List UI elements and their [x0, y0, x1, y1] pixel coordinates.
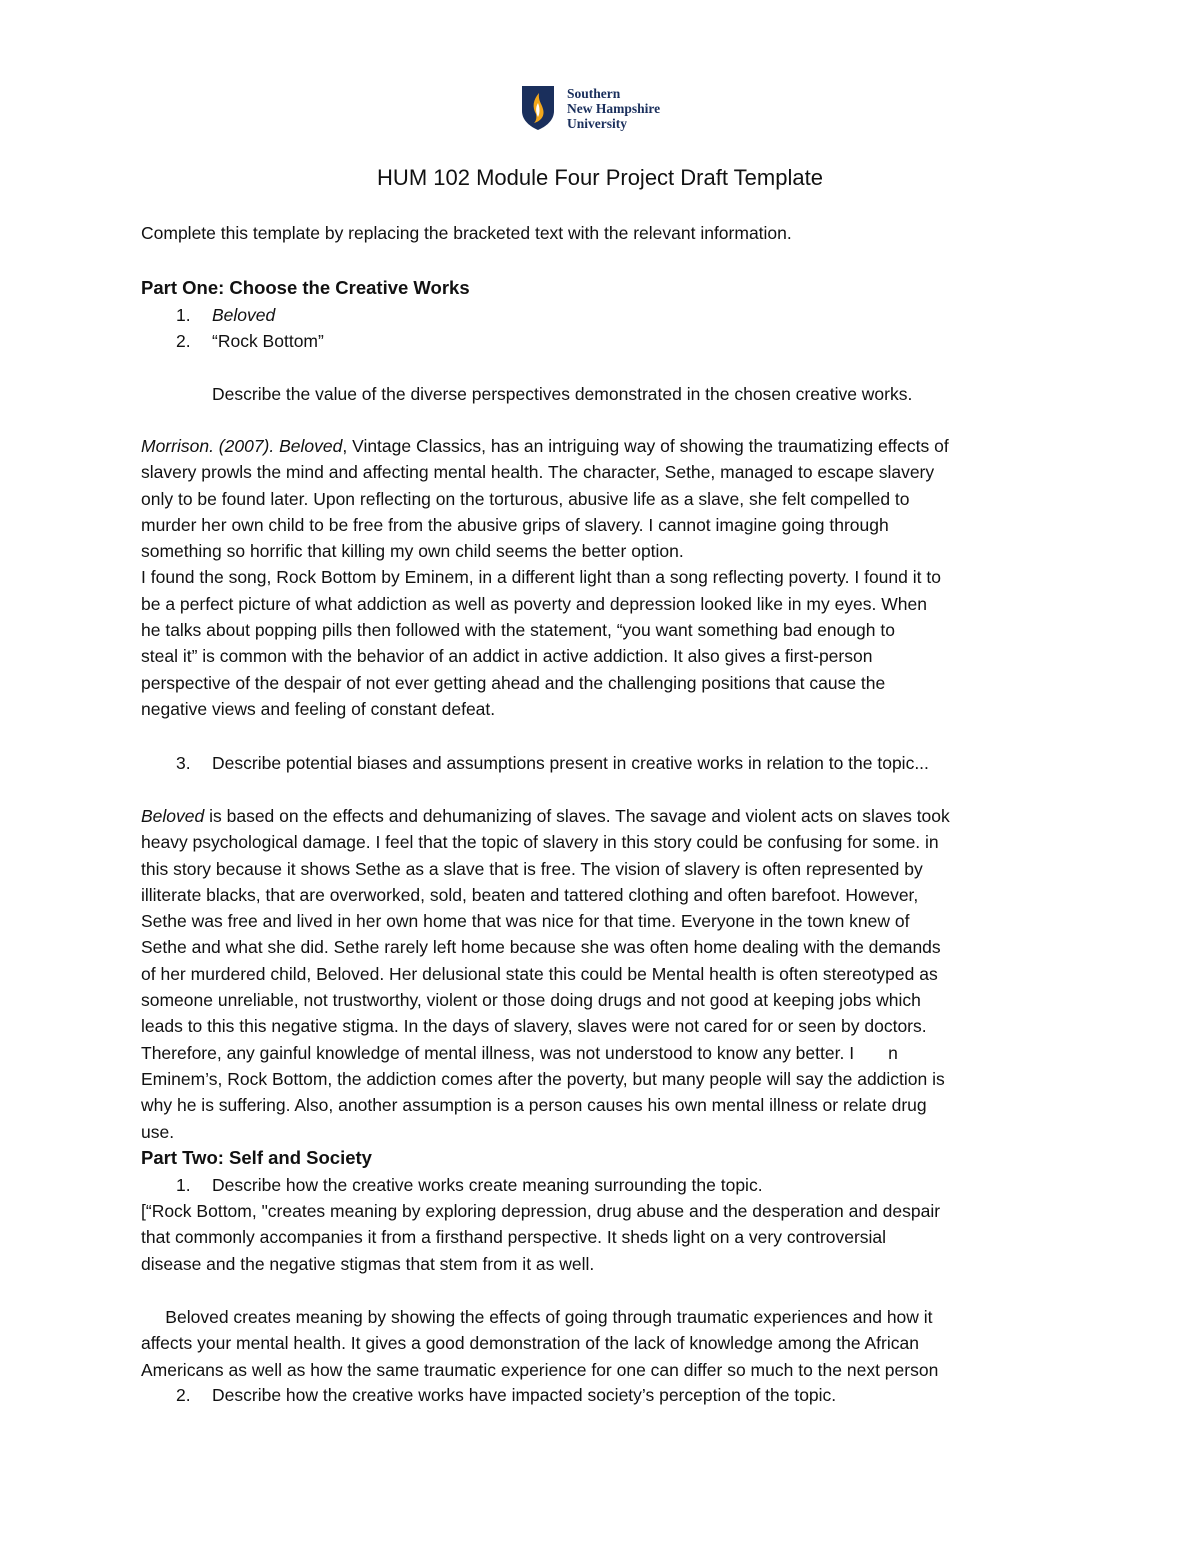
prompt-bias: Describe potential biases and assumptions present in creative works in relation to the topic...	[212, 753, 929, 773]
paragraph-line	[141, 803, 950, 829]
paragraph-line: steal it” is common with the behavior of an addict in active addiction. It also gives a first-person	[141, 646, 873, 667]
prompt-value: Describe the value of the diverse perspectives demonstrated in the chosen creative works.	[212, 384, 913, 404]
work-title: Beloved	[212, 305, 276, 325]
document-title: HUM 102 Module Four Project Draft Template	[377, 165, 823, 190]
paragraph-line: be a perfect picture of what addiction as well as poverty and depression looked like in my eyes. When	[141, 593, 927, 614]
paragraph-line: affects your mental health. It gives a good demonstration of the lack of knowledge among the African	[141, 1333, 919, 1354]
work-number: 2.	[176, 331, 191, 351]
question-meaning: Describe how the creative works create meaning surrounding the topic.	[212, 1175, 763, 1195]
paragraph-line: Eminem’s, Rock Bottom, the addiction comes after the poverty, but many people will say the addiction is	[141, 1068, 945, 1089]
beloved-paragraph	[141, 1304, 938, 1383]
paragraph-line: heavy psychological damage. I feel that the topic of slavery in this story could be confusing for some. in	[141, 832, 939, 853]
paragraph-line: I found the song, Rock Bottom by Eminem, in a different light than a song reflecting poverty. I found it to	[141, 567, 941, 588]
paragraph-line: leads to this this negative stigma. In the days of slavery, slaves were not cared for or seen by doctors.	[141, 1016, 927, 1037]
line-text: , Vintage Classics, has an intriguing way of showing the traumatizing effects of	[342, 436, 949, 456]
paragraph-line: slavery prowls the mind and affecting mental health. The character, Sethe, managed to escape slavery	[141, 462, 935, 483]
paragraph-line: Americans as well as how the same traumatic experience for one can differ so much to the next person	[141, 1359, 939, 1380]
work-item-rock-bottom: “Rock Bottom”	[212, 331, 324, 351]
line-text: is based on the effects and dehumanizing of slaves. The savage and violent acts on slaves took	[204, 806, 950, 826]
paragraph-line: negative views and feeling of constant defeat.	[141, 698, 496, 719]
paragraph-line: that commonly accompanies it from a firsthand perspective. It sheds light on a very controversial	[141, 1227, 887, 1248]
paragraph-line: why he is suffering. Also, another assumption is a person causes his own mental illness or relate drug	[141, 1095, 927, 1116]
question-number: 1.	[176, 1175, 191, 1195]
paragraph-line: perspective of the despair of not ever getting ahead and the challenging positions that cause the	[141, 672, 886, 693]
bias-paragraph	[141, 803, 950, 1145]
university-logo	[521, 84, 660, 132]
logo-line-3: University	[567, 115, 627, 131]
logo-line-2: New Hampshire	[567, 100, 661, 116]
logo-wordmark	[567, 86, 660, 131]
paragraph-line: Therefore, any gainful knowledge of mental illness, was not understood to know any better. I n	[141, 1042, 898, 1063]
paragraph-line: something so horrific that killing my own child seems the better option.	[141, 541, 684, 562]
part-one-heading: Part One: Choose the Creative Works	[141, 277, 470, 298]
paragraph-line: of her murdered child, Beloved. Her delusional state this could be Mental health is often stereotyped as	[141, 963, 938, 984]
value-paragraph	[141, 433, 949, 722]
intro-text: Complete this template by replacing the bracketed text with the relevant information.	[141, 223, 792, 243]
book-title: Beloved	[141, 806, 205, 826]
paragraph-line	[141, 433, 949, 459]
part-two-heading: Part Two: Self and Society	[141, 1147, 372, 1168]
work-item-beloved	[212, 302, 275, 328]
work-number: 1.	[176, 305, 191, 325]
paragraph-line: Beloved creates meaning by showing the effects of going through traumatic experiences and how it	[141, 1307, 933, 1327]
question-impact: Describe how the creative works have impacted society’s perception of the topic.	[212, 1385, 837, 1405]
question-number: 2.	[176, 1385, 191, 1405]
paragraph-line: murder her own child to be free from the abusive grips of slavery. I cannot imagine going through	[141, 514, 889, 535]
rock-bottom-paragraph	[141, 1198, 940, 1277]
paragraph-line: Sethe and what she did. Sethe rarely left home because she was often home dealing with the demands	[141, 937, 941, 958]
paragraph-line: this story because it shows Sethe as a slave that is free. The vision of slavery is often represented by	[141, 858, 923, 879]
paragraph-line: Sethe was free and lived in her own home that was nice for that time. Everyone in the town knew of	[141, 911, 910, 932]
paragraph-line: illiterate blacks, that are overworked, sold, beaten and tattered clothing and often barefoot. However,	[141, 884, 919, 905]
shield-flame-icon	[521, 85, 555, 131]
paragraph-line: [“Rock Bottom, "creates meaning by exploring depression, drug abuse and the desperation and despair	[141, 1201, 941, 1221]
paragraph-line: use.	[141, 1121, 175, 1142]
prompt-number: 3.	[176, 753, 191, 773]
paragraph-line: disease and the negative stigmas that stem from it as well.	[141, 1253, 595, 1274]
paragraph-line: someone unreliable, not trustworthy, violent or those doing drugs and not good at keeping jobs which	[141, 990, 921, 1011]
paragraph-line: he talks about popping pills then followed with the statement, “you want something bad enough to	[141, 620, 895, 641]
paragraph-line: only to be found later. Upon reflecting on the torturous, abusive life as a slave, she felt compelled to	[141, 488, 910, 509]
logo-line-1: Southern	[567, 85, 621, 101]
citation: Morrison. (2007). Beloved	[141, 436, 343, 456]
